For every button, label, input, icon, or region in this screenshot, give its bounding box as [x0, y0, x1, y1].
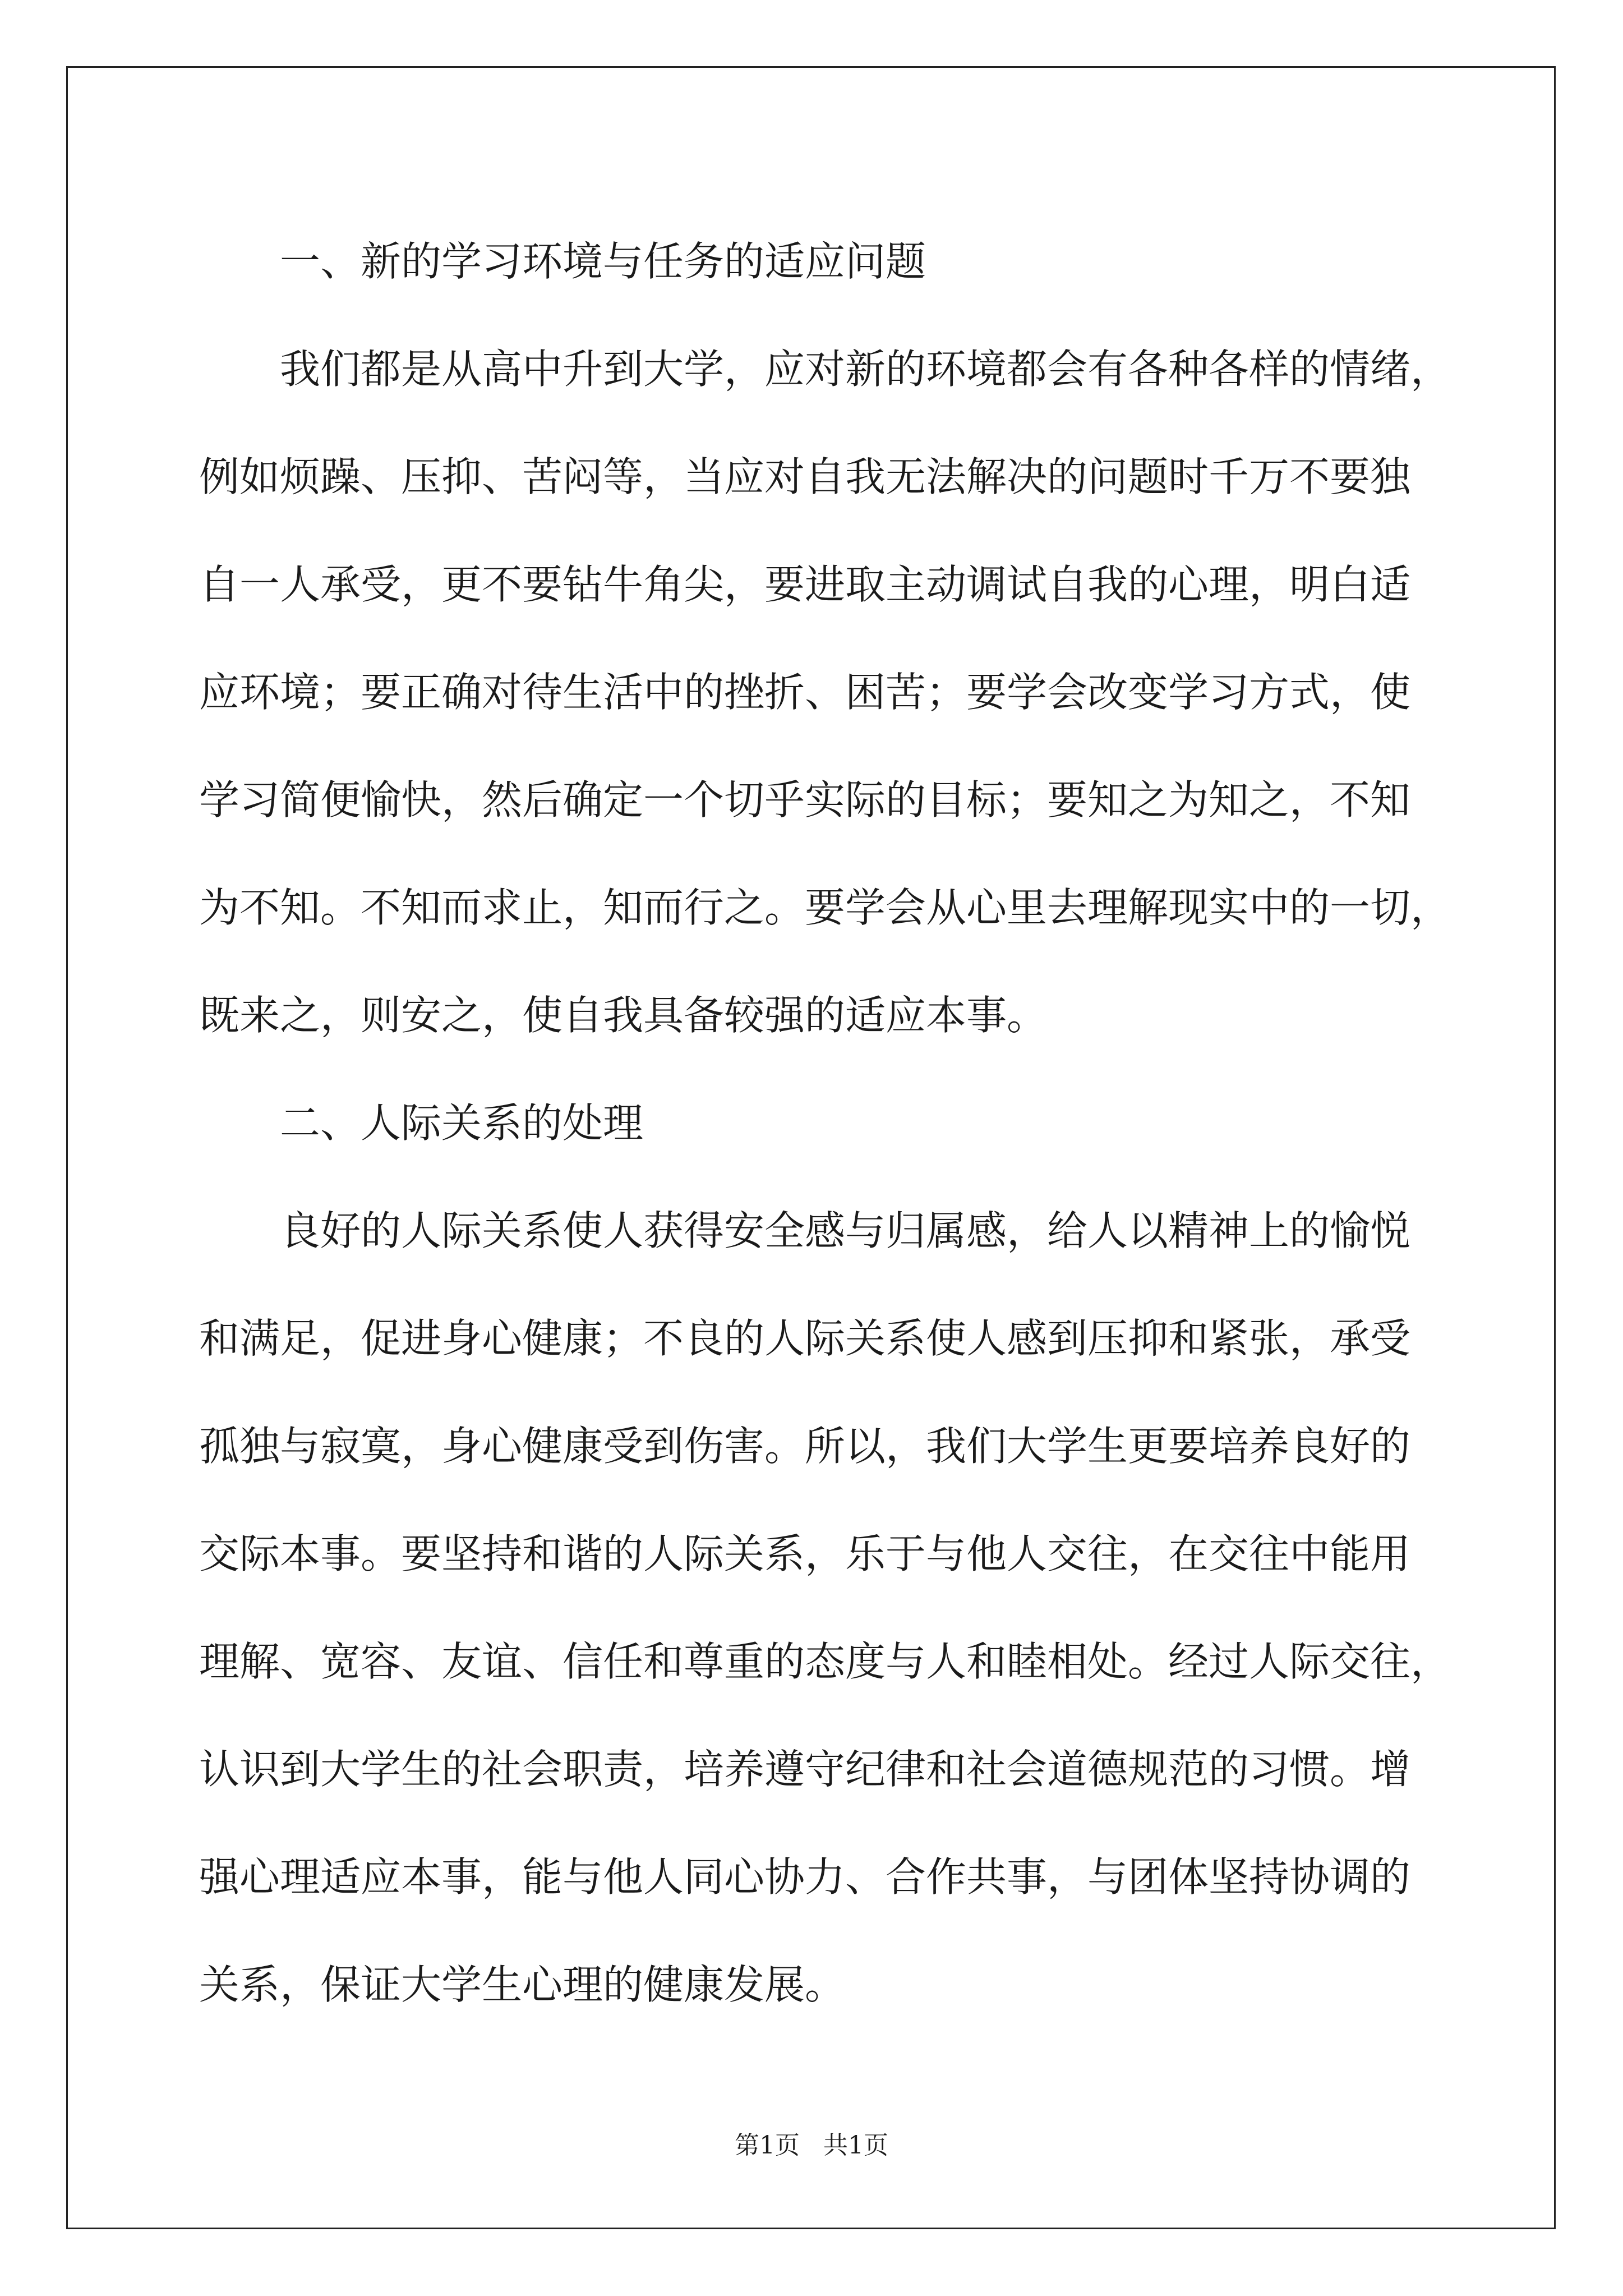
paragraph-1-line-7: 既来之，则安之，使自我具备较强的适应本事。 [199, 992, 1048, 1039]
paragraph-1-line-3: 自一人承受，更不要钻牛角尖，要进取主动调试自我的心理，明白适 [199, 561, 1411, 608]
paragraph-2-line-2: 和满足，促进身心健康；不良的人际关系使人感到压抑和紧张，承受 [199, 1315, 1411, 1362]
paragraph-1-line-2: 例如烦躁、压抑、苦闷等，当应对自我无法解决的问题时千万不要独 [199, 453, 1411, 500]
paragraph-2-line-8: 关系，保证大学生心理的健康发展。 [199, 1961, 846, 2008]
document-body [199, 208, 1451, 2039]
page-number-footer: 第1页 共1页 [735, 2131, 888, 2160]
section-heading-1: 一、新的学习环境与任务的适应问题 [280, 238, 926, 285]
paragraph-2-line-6: 认识到大学生的社会职责，培养遵守纪律和社会道德规范的习惯。增 [199, 1746, 1411, 1793]
paragraph-2-line-4: 交际本事。要坚持和谐的人际关系，乐于与他人交往，在交往中能用 [199, 1530, 1411, 1577]
section-heading-2: 二、人际关系的处理 [280, 1099, 644, 1147]
paragraph-2-line-1: 良好的人际关系使人获得安全感与归属感，给人以精神上的愉悦 [280, 1207, 1411, 1254]
paragraph-1-line-5: 学习简便愉快，然后确定一个切乎实际的目标；要知之为知之，不知 [199, 776, 1411, 823]
paragraph-2-line-7: 强心理适应本事，能与他人同心协力、合作共事，与团体坚持协调的 [199, 1853, 1411, 1901]
paragraph-1-line-4: 应环境；要正确对待生活中的挫折、困苦；要学会改变学习方式，使 [199, 669, 1411, 716]
paragraph-1-line-6: 为不知。不知而求止，知而行之。要学会从心里去理解现实中的一切， [199, 884, 1451, 931]
paragraph-2-line-3: 孤独与寂寞，身心健康受到伤害。所以，我们大学生更要培养良好的 [199, 1423, 1411, 1470]
paragraph-2-line-5: 理解、宽容、友谊、信任和尊重的态度与人和睦相处。经过人际交往， [199, 1638, 1451, 1685]
paragraph-1-line-1: 我们都是从高中升到大学，应对新的环境都会有各种各样的情绪， [280, 346, 1451, 393]
